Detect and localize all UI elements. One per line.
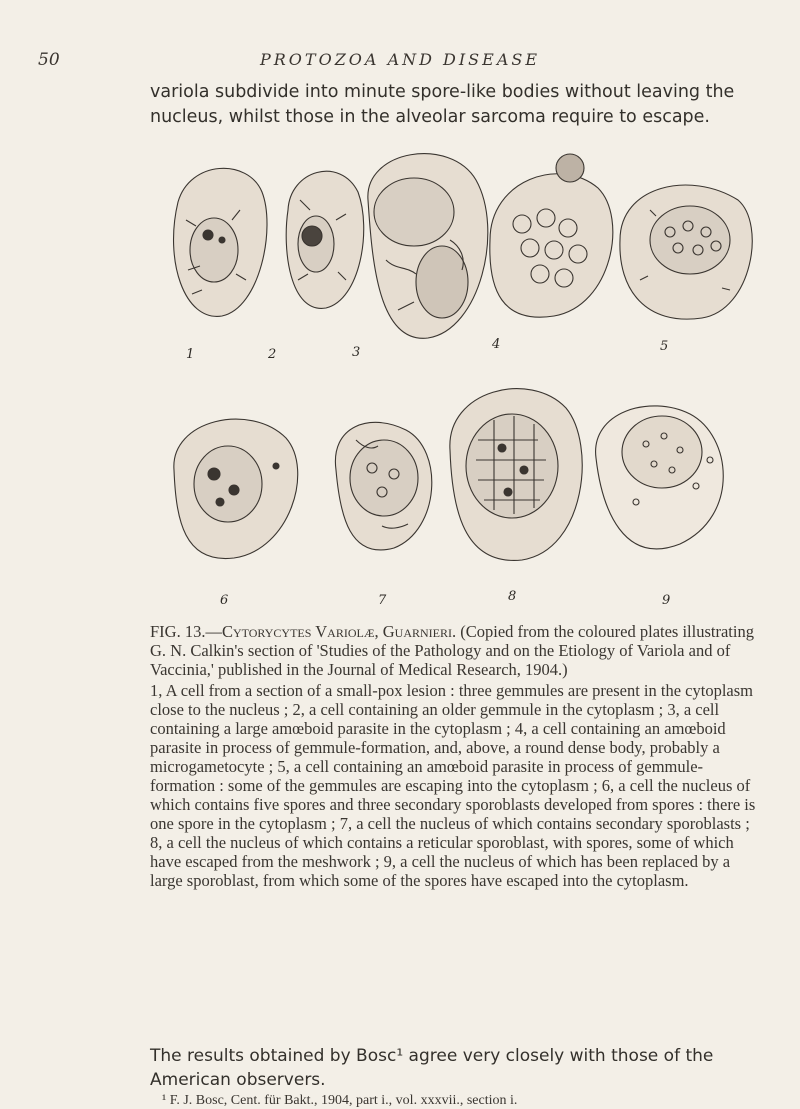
figure-number-9: 9 xyxy=(662,593,671,608)
caption-description: 1, A cell from a section of a small-pox lesion : three gemmules are present in the cytoplasm close to the nucleus ; 2, a cell containing an older gemmule in the cytoplasm ; 3, a cell containing a large amœboid parasite in the cytoplasm ; 4, a cell containing an amœboid parasite in process of gemmule-formation, and, above, a round dense body, probably a microgametocyte ; 5, a cell containing an amœboid parasite in process of gemmule-formation : some of the gemmules are escaping into the cytoplasm ; 6, a cell the nucleus of which contains five spores and three secondary sporoblasts developed from spores : there is one spore in the cytoplasm ; 7, a cell the nucleus of which contains secondary sporoblasts ; 8, a cell the nucleus of which contains a reticular sporoblast, with spores, some of which have escaped from the meshwork ; 9, a cell the nucleus of which has been replaced by a large sporoblast, from which some of the spores have escaped into the cytoplasm. xyxy=(150,681,756,890)
page-number: 50 xyxy=(38,50,60,70)
cell-2-drawing xyxy=(286,171,364,308)
figure-number-5: 5 xyxy=(660,339,669,354)
cell-8-drawing xyxy=(450,389,582,561)
cell-4-drawing xyxy=(490,154,613,317)
body-paragraph: The results obtained by Bosc¹ agree very closely with those of the American observers. xyxy=(150,1046,714,1090)
figure-plate xyxy=(150,140,760,650)
figure-number-7: 7 xyxy=(378,593,387,608)
figure-number-1: 1 xyxy=(186,347,195,362)
figure-number-8: 8 xyxy=(508,589,517,604)
caption-heading xyxy=(150,622,760,679)
cell-6-drawing xyxy=(174,419,298,558)
cell-5-drawing xyxy=(620,185,752,319)
footnote: ¹ F. J. Bosc, Cent. für Bakt., 1904, part i., vol. xxxvii., section i. xyxy=(162,1093,518,1108)
cell-3-drawing xyxy=(368,154,488,339)
page-header xyxy=(0,44,800,74)
figure-number-6: 6 xyxy=(220,593,229,608)
cell-7-drawing xyxy=(335,422,431,550)
caption-title: Cytorycytes Variolæ, Guarnieri. xyxy=(221,622,457,641)
plate-illustration xyxy=(150,140,760,650)
cell-1-drawing xyxy=(174,168,267,316)
figure-caption xyxy=(150,622,760,890)
figure-number-3: 3 xyxy=(352,345,361,360)
cell-9-drawing xyxy=(596,406,724,549)
figure-number-4: 4 xyxy=(492,337,501,352)
caption-intro: (Copied from the coloured plates illustrating G. N. Calkin's section of 'Studies of the Pathology and on the Etiology of Variola and of Vaccinia,' published in the Journal of Medical Research, 1904.) xyxy=(150,622,754,679)
figure-number-2: 2 xyxy=(268,347,277,362)
intro-paragraph: variola subdivide into minute spore-like bodies without leaving the nucleus, whilst those in the alveolar sarcoma require to escape. xyxy=(150,82,735,127)
caption-fig-label: FIG. 13.— xyxy=(150,622,222,641)
running-head: PROTOZOA AND DISEASE xyxy=(259,50,541,69)
